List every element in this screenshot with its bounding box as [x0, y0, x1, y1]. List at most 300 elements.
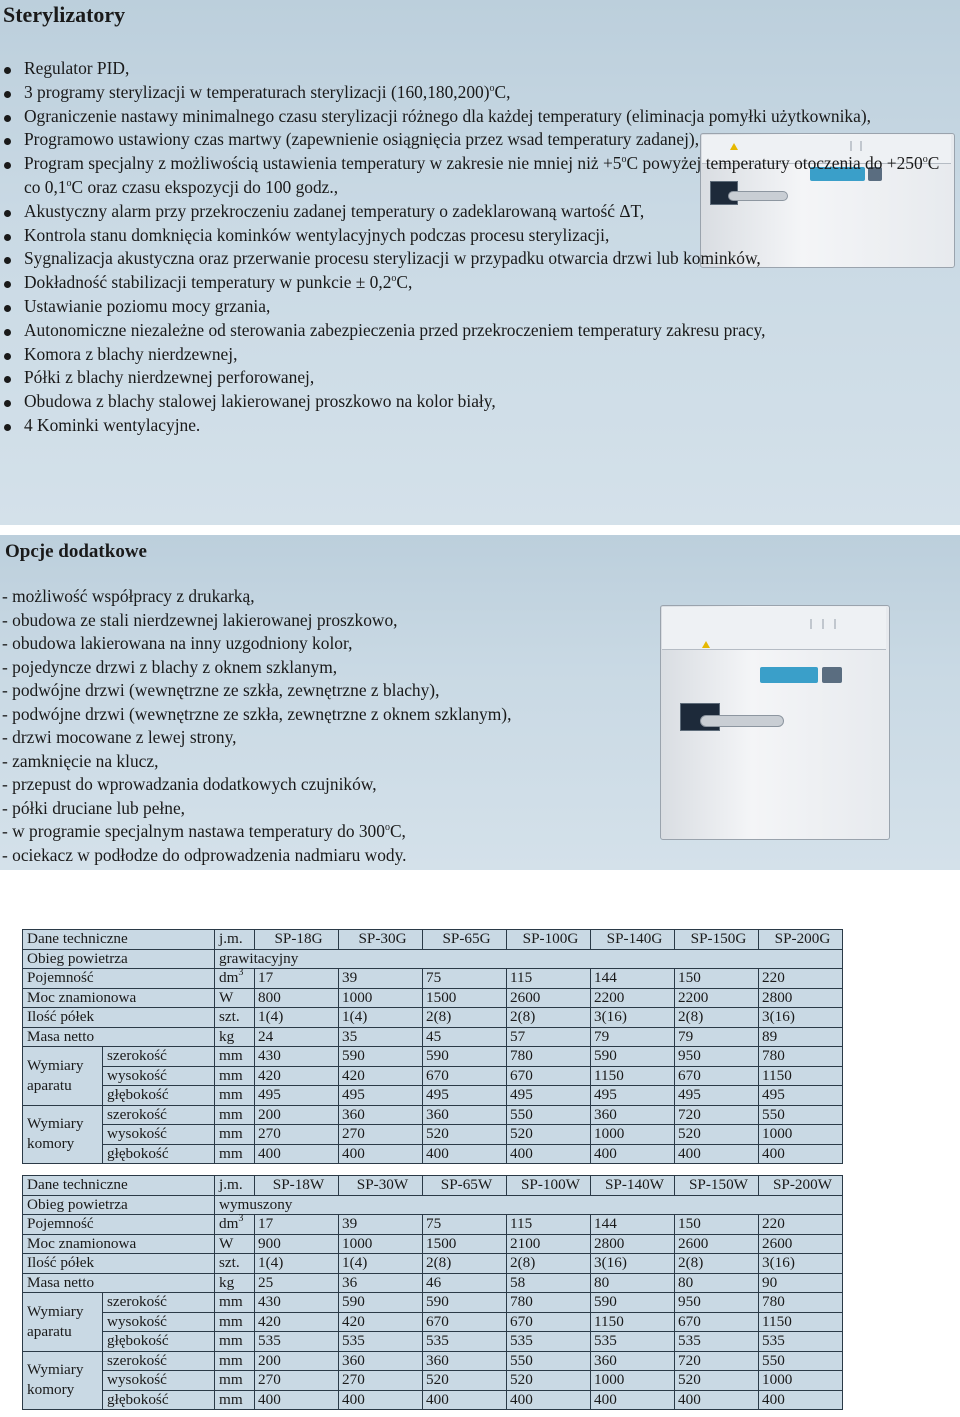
value-cell: 590 — [339, 1293, 423, 1313]
value-cell: 1500 — [423, 988, 507, 1008]
value-cell: 590 — [423, 1047, 507, 1067]
header-label: Dane techniczne — [23, 1176, 215, 1196]
unit-cell — [215, 1027, 255, 1047]
value-cell: 520 — [507, 1125, 591, 1145]
option-item — [2, 585, 511, 609]
table-row — [23, 1312, 843, 1332]
value-cell: 520 — [423, 1371, 507, 1391]
value-cell: 535 — [339, 1332, 423, 1352]
value-cell: 400 — [507, 1144, 591, 1164]
unit-cell: mm — [215, 1144, 255, 1164]
unit-text: kg — [219, 1027, 235, 1045]
value-cell: 495 — [675, 1086, 759, 1106]
value-cell: 400 — [759, 1144, 843, 1164]
table-row — [23, 1008, 843, 1028]
model-name: SP-30W — [339, 1176, 423, 1196]
text-segment: Program specjalny z możliwością ustawienia temperatury w zakresie nie mniej niż +5 — [24, 153, 622, 174]
row-label: Ilość półek — [23, 1254, 215, 1274]
airflow-cell — [215, 1195, 843, 1215]
value-cell: 520 — [675, 1125, 759, 1145]
text-segment: - obudowa ze stali nierdzewnej lakierowanej proszkowo, — [2, 609, 398, 630]
value-cell: 220 — [759, 1215, 843, 1235]
value-cell: 430 — [255, 1047, 339, 1067]
value-cell: 79 — [591, 1027, 675, 1047]
value-cell: 35 — [339, 1027, 423, 1047]
value-cell: 25 — [255, 1273, 339, 1293]
value-cell: 495 — [255, 1086, 339, 1106]
row-label: Masa netto — [23, 1027, 215, 1047]
model-name: SP-140G — [591, 930, 675, 950]
value-cell: 200 — [255, 1105, 339, 1125]
unit-text: W — [219, 1234, 234, 1252]
text-segment: - w programie specjalnym nastawa temperatury do 300 — [2, 821, 385, 841]
degree-sup: o — [391, 273, 397, 285]
value-cell: 2200 — [591, 988, 675, 1008]
value-cell: 220 — [759, 969, 843, 989]
text-segment: - możliwość współpracy z drukarką, — [2, 586, 255, 606]
unit-cell: mm — [215, 1390, 255, 1410]
value-cell: 2(8) — [675, 1254, 759, 1274]
value-cell: 670 — [507, 1312, 591, 1332]
value-cell: 144 — [591, 1215, 675, 1235]
value-cell: 2(8) — [507, 1254, 591, 1274]
value-cell: 1150 — [591, 1066, 675, 1086]
value-cell: 2(8) — [507, 1008, 591, 1028]
table-row — [23, 949, 843, 969]
value-cell: 400 — [507, 1390, 591, 1410]
unit-cell: mm — [215, 1047, 255, 1067]
degree-sup: o — [384, 822, 390, 833]
value-cell: 1000 — [591, 1125, 675, 1145]
feature-item — [0, 271, 960, 295]
model-name: SP-30G — [339, 930, 423, 950]
value-cell: 46 — [423, 1273, 507, 1293]
value-cell: 200 — [255, 1351, 339, 1371]
value-cell: 1000 — [759, 1371, 843, 1391]
unit-sup: 3 — [238, 967, 244, 979]
unit-cell — [215, 1273, 255, 1293]
value-cell: 670 — [423, 1066, 507, 1086]
value-cell: 400 — [423, 1390, 507, 1410]
value-cell: 2800 — [591, 1234, 675, 1254]
text-segment: - półki druciane lub pełne, — [2, 797, 186, 818]
table-row — [23, 988, 843, 1008]
option-item — [2, 773, 511, 797]
value-cell: 17 — [255, 1215, 339, 1235]
group-label: Wymiary komory — [23, 1351, 103, 1410]
feature-item — [0, 105, 960, 129]
table-header-row — [23, 1176, 843, 1196]
text-segment: Ustawianie poziomu mocy grzania, — [24, 295, 271, 316]
value-cell: 400 — [591, 1144, 675, 1164]
value-cell: 80 — [675, 1273, 759, 1293]
row-label: Pojemność — [23, 969, 215, 989]
model-name: SP-200W — [759, 1176, 843, 1196]
value-cell: 900 — [255, 1234, 339, 1254]
value-cell: 430 — [255, 1293, 339, 1313]
text-segment: Dokładność stabilizacji temperatury w punkcie ± 0,2 — [24, 272, 392, 293]
value-cell: 400 — [675, 1390, 759, 1410]
value-cell: 1(4) — [339, 1254, 423, 1274]
text-segment: Komora z blachy nierdzewnej, — [24, 343, 238, 364]
value-cell: 2(8) — [423, 1008, 507, 1028]
options-title: Opcje dodatkowe — [5, 541, 147, 562]
value-cell: 550 — [759, 1351, 843, 1371]
text-segment: C oraz czasu ekspozycji do 100 godz., — [71, 176, 339, 197]
value-cell: 495 — [339, 1086, 423, 1106]
row-label: Masa netto — [23, 1273, 215, 1293]
value-cell: 360 — [423, 1351, 507, 1371]
value-cell: 270 — [339, 1371, 423, 1391]
value-cell: 1000 — [759, 1125, 843, 1145]
table-row — [23, 1351, 843, 1371]
value-cell: 400 — [759, 1390, 843, 1410]
value-cell: 144 — [591, 969, 675, 989]
value-cell: 270 — [255, 1371, 339, 1391]
table-row — [23, 1371, 843, 1391]
table-row — [23, 1332, 843, 1352]
sub-label: wysokość — [103, 1371, 215, 1391]
value-cell: 115 — [507, 969, 591, 989]
value-cell: 3(16) — [759, 1008, 843, 1028]
unit-sup: 3 — [238, 1213, 244, 1225]
degree-sup: o — [66, 177, 72, 189]
table-row — [23, 1086, 843, 1106]
option-item — [2, 750, 511, 774]
value-cell: 520 — [423, 1125, 507, 1145]
unit-cell: mm — [215, 1293, 255, 1313]
sub-label: głębokość — [103, 1086, 215, 1106]
spec-table-forced — [22, 1175, 843, 1410]
unit-text: szt. — [219, 1254, 240, 1272]
unit-text: dm — [219, 1215, 239, 1233]
value-cell: 39 — [339, 1215, 423, 1235]
unit-header: j.m. — [215, 930, 255, 950]
table-row — [23, 1254, 843, 1274]
text-segment: - zamknięcie na klucz, — [2, 750, 159, 771]
value-cell: 670 — [423, 1312, 507, 1332]
sub-label: szerokość — [103, 1351, 215, 1371]
text-segment: Kontrola stanu domknięcia kominków wentylacyjnych podczas procesu sterylizacji, — [24, 224, 610, 245]
value-cell: 400 — [591, 1390, 675, 1410]
value-cell: 3(16) — [591, 1254, 675, 1274]
value-cell: 780 — [759, 1293, 843, 1313]
row-label: Ilość półek — [23, 1008, 215, 1028]
option-item — [2, 844, 511, 868]
option-item — [2, 632, 511, 656]
option-item — [2, 820, 511, 844]
text-segment: - ociekacz w podłodze do odprowadzenia nadmiaru wody. — [2, 844, 407, 865]
text-segment: Sygnalizacja akustyczna oraz przerwanie procesu sterylizacji w przypadku otwarcia drzwi lub kominków, — [24, 248, 761, 269]
table-row — [23, 1273, 843, 1293]
feature-item — [0, 366, 960, 390]
degree-sup: o — [489, 82, 495, 94]
option-item — [2, 679, 511, 703]
value-cell: 1(4) — [255, 1254, 339, 1274]
value-cell: 800 — [255, 988, 339, 1008]
feature-item — [0, 224, 960, 248]
value-cell: 1500 — [423, 1234, 507, 1254]
options-list — [2, 585, 511, 867]
feature-item — [0, 247, 960, 271]
unit-cell — [215, 969, 255, 989]
value-cell: 535 — [255, 1332, 339, 1352]
value-cell: 57 — [507, 1027, 591, 1047]
feature-item — [0, 343, 960, 367]
sub-label: szerokość — [103, 1293, 215, 1313]
value-cell: 1000 — [339, 988, 423, 1008]
value-cell: 2100 — [507, 1234, 591, 1254]
value-cell: 400 — [255, 1390, 339, 1410]
value-cell: 535 — [591, 1332, 675, 1352]
text-segment: - pojedyncze drzwi z blachy z oknem szklanym, — [2, 656, 338, 677]
sub-label: głębokość — [103, 1144, 215, 1164]
text-segment: - podwójne drzwi (wewnętrzne ze szkła, zewnętrzne z oknem szklanym), — [2, 703, 512, 724]
value-cell: 79 — [675, 1027, 759, 1047]
text-segment: C, — [494, 81, 511, 102]
table-row — [23, 969, 843, 989]
text-segment: Półki z blachy nierdzewnej perforowanej, — [24, 367, 315, 388]
value-cell: 420 — [339, 1066, 423, 1086]
sub-label: szerokość — [103, 1105, 215, 1125]
value-cell: 535 — [423, 1332, 507, 1352]
feature-item — [0, 319, 960, 343]
airflow-value: wymuszony — [219, 1195, 293, 1213]
value-cell: 3(16) — [591, 1008, 675, 1028]
value-cell: 495 — [423, 1086, 507, 1106]
text-segment: Programowo ustawiony czas martwy (zapewnienie osiągnięcia przez wsad temperatury zadanej), — [24, 129, 700, 150]
value-cell: 780 — [507, 1047, 591, 1067]
table-row — [23, 1390, 843, 1410]
unit-cell — [215, 1215, 255, 1235]
value-cell: 150 — [675, 969, 759, 989]
value-cell: 520 — [675, 1371, 759, 1391]
unit-cell — [215, 1234, 255, 1254]
group-label: Wymiary aparatu — [23, 1047, 103, 1106]
text-segment: C, — [396, 272, 413, 293]
text-segment: - przepust do wprowadzania dodatkowych czujników, — [2, 774, 377, 794]
model-name: SP-100W — [507, 1176, 591, 1196]
value-cell: 720 — [675, 1105, 759, 1125]
value-cell: 80 — [591, 1273, 675, 1293]
value-cell: 1150 — [759, 1066, 843, 1086]
value-cell: 535 — [675, 1332, 759, 1352]
unit-cell — [215, 1008, 255, 1028]
value-cell: 590 — [591, 1293, 675, 1313]
feature-item — [0, 390, 960, 414]
sub-label: głębokość — [103, 1390, 215, 1410]
value-cell: 115 — [507, 1215, 591, 1235]
text-segment: - obudowa lakierowana na inny uzgodniony kolor, — [2, 633, 353, 653]
airflow-value: grawitacyjny — [219, 949, 299, 967]
value-cell: 2200 — [675, 988, 759, 1008]
text-segment: Ograniczenie nastawy minimalnego czasu sterylizacji różnego dla każdej temperatury (eliminacja pomyłki użytkownika), — [24, 105, 871, 126]
text-segment: 3 programy sterylizacji w temperaturach sterylizacji (160,180,200) — [24, 81, 490, 102]
group-label: Wymiary komory — [23, 1105, 103, 1164]
unit-cell: mm — [215, 1351, 255, 1371]
text-segment: Regulator PID, — [24, 58, 130, 78]
feature-item — [0, 152, 960, 200]
value-cell: 495 — [507, 1086, 591, 1106]
degree-sup: o — [922, 154, 928, 166]
value-cell: 360 — [339, 1351, 423, 1371]
model-name: SP-100G — [507, 930, 591, 950]
row-label: Pojemność — [23, 1215, 215, 1235]
value-cell: 780 — [759, 1047, 843, 1067]
table-row — [23, 1195, 843, 1215]
value-cell: 670 — [675, 1312, 759, 1332]
table-row — [23, 1105, 843, 1125]
value-cell: 670 — [507, 1066, 591, 1086]
row-label: Obieg powietrza — [23, 1195, 215, 1215]
sub-label: szerokość — [103, 1047, 215, 1067]
value-cell: 150 — [675, 1215, 759, 1235]
row-label: Moc znamionowa — [23, 1234, 215, 1254]
unit-cell: mm — [215, 1312, 255, 1332]
text-segment: C co 0,1 — [24, 153, 940, 197]
row-label: Obieg powietrza — [23, 949, 215, 969]
value-cell: 590 — [591, 1047, 675, 1067]
value-cell: 495 — [591, 1086, 675, 1106]
table-header-row — [23, 930, 843, 950]
text-segment: Obudowa z blachy stalowej lakierowanej proszkowo na kolor biały, — [24, 391, 496, 412]
table-row — [23, 1027, 843, 1047]
feature-item — [0, 81, 960, 105]
model-name: SP-140W — [591, 1176, 675, 1196]
value-cell: 36 — [339, 1273, 423, 1293]
table-row — [23, 1234, 843, 1254]
sterilizer-image-large — [660, 605, 890, 840]
feature-item — [0, 295, 960, 319]
value-cell: 75 — [423, 1215, 507, 1235]
unit-cell: mm — [215, 1086, 255, 1106]
option-item — [2, 703, 511, 727]
text-segment: 4 Kominki wentylacyjne. — [24, 414, 201, 435]
table-row — [23, 1144, 843, 1164]
degree-sup: o — [621, 154, 627, 166]
value-cell: 780 — [507, 1293, 591, 1313]
unit-cell: mm — [215, 1066, 255, 1086]
unit-cell: mm — [215, 1371, 255, 1391]
table-row — [23, 1215, 843, 1235]
value-cell: 2600 — [759, 1234, 843, 1254]
value-cell: 1000 — [591, 1371, 675, 1391]
group-label: Wymiary aparatu — [23, 1293, 103, 1352]
features-list — [0, 57, 960, 438]
text-segment: - drzwi mocowane z lewej strony, — [2, 727, 237, 747]
spec-table-gravity — [22, 929, 843, 1164]
value-cell: 360 — [423, 1105, 507, 1125]
feature-item — [0, 414, 960, 438]
value-cell: 670 — [675, 1066, 759, 1086]
page-title: Sterylizatory — [3, 2, 126, 27]
value-cell: 535 — [507, 1332, 591, 1352]
feature-item — [0, 57, 960, 81]
value-cell: 590 — [339, 1047, 423, 1067]
value-cell: 400 — [339, 1144, 423, 1164]
text-segment: Autonomiczne niezależne od sterowania zabezpieczenia przed przekroczeniem temperatury zakresu pracy, — [24, 319, 766, 340]
table-row — [23, 1125, 843, 1145]
value-cell: 550 — [507, 1105, 591, 1125]
value-cell: 550 — [507, 1351, 591, 1371]
value-cell: 400 — [339, 1390, 423, 1410]
text-segment: Akustyczny alarm przy przekroczeniu zadanej temperatury o zadeklarowaną wartość ΔT, — [24, 200, 645, 221]
value-cell: 1000 — [339, 1234, 423, 1254]
text-segment: C powyżej temperatury otoczenia do +250 — [626, 153, 923, 174]
value-cell: 400 — [423, 1144, 507, 1164]
value-cell: 2(8) — [423, 1254, 507, 1274]
unit-cell: mm — [215, 1105, 255, 1125]
model-name: SP-150W — [675, 1176, 759, 1196]
sub-label: głębokość — [103, 1332, 215, 1352]
row-label: Moc znamionowa — [23, 988, 215, 1008]
value-cell: 360 — [339, 1105, 423, 1125]
value-cell: 17 — [255, 969, 339, 989]
unit-cell — [215, 988, 255, 1008]
value-cell: 360 — [591, 1351, 675, 1371]
text-segment: C, — [389, 821, 406, 841]
option-item — [2, 656, 511, 680]
airflow-cell — [215, 949, 843, 969]
value-cell: 400 — [255, 1144, 339, 1164]
value-cell: 950 — [675, 1047, 759, 1067]
value-cell: 2600 — [507, 988, 591, 1008]
value-cell: 400 — [675, 1144, 759, 1164]
unit-text: W — [219, 988, 234, 1006]
option-item — [2, 797, 511, 821]
value-cell: 270 — [255, 1125, 339, 1145]
value-cell: 520 — [507, 1371, 591, 1391]
table-row — [23, 1047, 843, 1067]
model-name: SP-65G — [423, 930, 507, 950]
unit-text: kg — [219, 1273, 235, 1291]
value-cell: 495 — [759, 1086, 843, 1106]
value-cell: 550 — [759, 1105, 843, 1125]
header-label: Dane techniczne — [23, 930, 215, 950]
table-row — [23, 1066, 843, 1086]
model-name: SP-18W — [255, 1176, 339, 1196]
value-cell: 950 — [675, 1293, 759, 1313]
feature-item — [0, 200, 960, 224]
model-name: SP-150G — [675, 930, 759, 950]
option-item — [2, 726, 511, 750]
value-cell: 1(4) — [255, 1008, 339, 1028]
sub-label: wysokość — [103, 1066, 215, 1086]
value-cell: 590 — [423, 1293, 507, 1313]
value-cell: 535 — [759, 1332, 843, 1352]
value-cell: 45 — [423, 1027, 507, 1047]
value-cell: 420 — [255, 1312, 339, 1332]
text-segment: - podwójne drzwi (wewnętrzne ze szkła, zewnętrzne z blachy), — [2, 680, 440, 700]
model-name: SP-200G — [759, 930, 843, 950]
value-cell: 1(4) — [339, 1008, 423, 1028]
value-cell: 3(16) — [759, 1254, 843, 1274]
value-cell: 1150 — [759, 1312, 843, 1332]
unit-text: dm — [219, 969, 239, 987]
sub-label: wysokość — [103, 1125, 215, 1145]
table-row — [23, 1293, 843, 1313]
sub-label: wysokość — [103, 1312, 215, 1332]
model-name: SP-65W — [423, 1176, 507, 1196]
value-cell: 58 — [507, 1273, 591, 1293]
option-item — [2, 609, 511, 633]
unit-header: j.m. — [215, 1176, 255, 1196]
value-cell: 75 — [423, 969, 507, 989]
value-cell: 1150 — [591, 1312, 675, 1332]
value-cell: 2(8) — [675, 1008, 759, 1028]
value-cell: 24 — [255, 1027, 339, 1047]
value-cell: 720 — [675, 1351, 759, 1371]
